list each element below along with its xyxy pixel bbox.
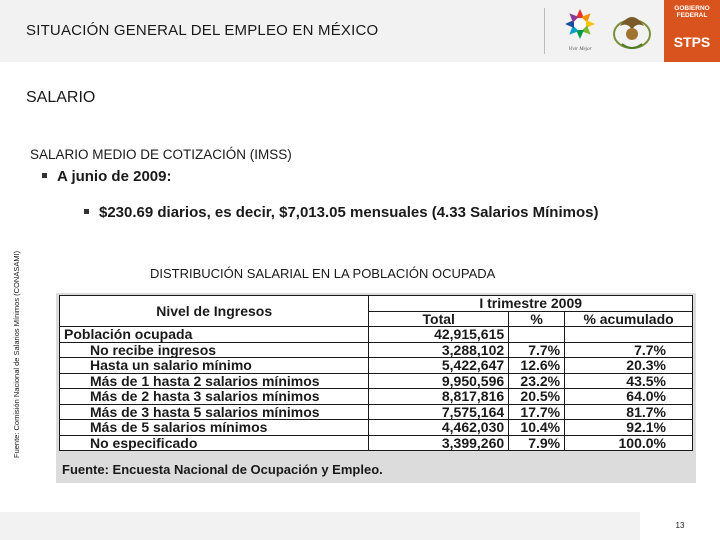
row-total: 8,817,816 — [369, 389, 509, 405]
row-acc: 43.5% — [565, 373, 693, 389]
row-total: 3,288,102 — [369, 342, 509, 358]
row-total: 9,950,596 — [369, 373, 509, 389]
header-acc: % acumulado — [565, 311, 693, 327]
vivir-mejor-logo-icon — [556, 6, 604, 52]
row-pct: 20.5% — [509, 389, 565, 405]
header-nivel: Nivel de Ingresos — [60, 296, 369, 327]
row-label: No especificado — [60, 435, 369, 451]
row-acc: 100.0% — [565, 435, 693, 451]
row-pct: 17.7% — [509, 404, 565, 420]
header-pct: % — [509, 311, 565, 327]
row-label: Población ocupada — [60, 327, 369, 343]
page-title: SITUACIÓN GENERAL DEL EMPLEO EN MÉXICO — [26, 22, 379, 39]
row-label: No recibe ingresos — [60, 342, 369, 358]
page-number: 13 — [640, 512, 720, 540]
mexico-coat-of-arms-icon — [606, 4, 658, 56]
distribution-title: DISTRIBUCIÓN SALARIAL EN LA POBLACIÓN OCUPADA — [150, 266, 496, 281]
table-row — [60, 373, 693, 389]
row-pct: 7.9% — [509, 435, 565, 451]
row-pct: 10.4% — [509, 420, 565, 436]
row-acc: 20.3% — [565, 358, 693, 374]
distribution-table — [59, 295, 693, 451]
row-label: Más de 2 hasta 3 salarios mínimos — [60, 389, 369, 405]
table-row — [60, 342, 693, 358]
row-acc: 92.1% — [565, 420, 693, 436]
row-pct: 7.7% — [509, 342, 565, 358]
row-acc: 7.7% — [565, 342, 693, 358]
row-total: 4,462,030 — [369, 420, 509, 436]
bullet-square-icon — [84, 209, 89, 214]
bullet-date: A junio de 2009: — [42, 168, 171, 185]
distribution-table-panel — [56, 293, 696, 483]
row-label: Más de 1 hasta 2 salarios mínimos — [60, 373, 369, 389]
row-label: Hasta un salario mínimo — [60, 358, 369, 374]
footer-bar — [0, 512, 720, 540]
row-pct: 23.2% — [509, 373, 565, 389]
row-total: 5,422,647 — [369, 358, 509, 374]
header-total: Total — [369, 311, 509, 327]
row-total: 7,575,164 — [369, 404, 509, 420]
table-source: Fuente: Encuesta Nacional de Ocupación y Empleo. — [62, 462, 383, 477]
table-row — [60, 358, 693, 374]
row-label: Más de 5 salarios mínimos — [60, 420, 369, 436]
stps-name: STPS — [673, 34, 711, 50]
header-period: I trimestre 2009 — [369, 296, 693, 312]
stps-gobierno-label: GOBIERNO FEDERAL — [674, 5, 710, 19]
row-label: Más de 3 hasta 5 salarios mínimos — [60, 404, 369, 420]
row-acc: 64.0% — [565, 389, 693, 405]
side-source-note: Fuente: Comisión Nacional de Salarios Mínimos (CONASAMI) — [12, 250, 21, 458]
subtitle: SALARIO MEDIO DE COTIZACIÓN (IMSS) — [30, 147, 292, 162]
row-acc — [565, 327, 693, 343]
table-row — [60, 420, 693, 436]
stps-logo — [664, 0, 720, 62]
bullet-salary: $230.69 diarios, es decir, $7,013.05 mensuales (4.33 Salarios Mínimos) — [84, 203, 692, 222]
header-divider — [544, 8, 545, 54]
row-total: 3,399,260 — [369, 435, 509, 451]
bullet-square-icon — [42, 173, 47, 178]
table-row — [60, 404, 693, 420]
table-row — [60, 389, 693, 405]
table-row-total — [60, 327, 693, 343]
row-total: 42,915,615 — [369, 327, 509, 343]
svg-text:Vivir Mejor: Vivir Mejor — [568, 47, 592, 52]
row-pct: 12.6% — [509, 358, 565, 374]
row-acc: 81.7% — [565, 404, 693, 420]
table-row — [60, 435, 693, 451]
section-title: SALARIO — [26, 89, 96, 106]
row-pct — [509, 327, 565, 343]
